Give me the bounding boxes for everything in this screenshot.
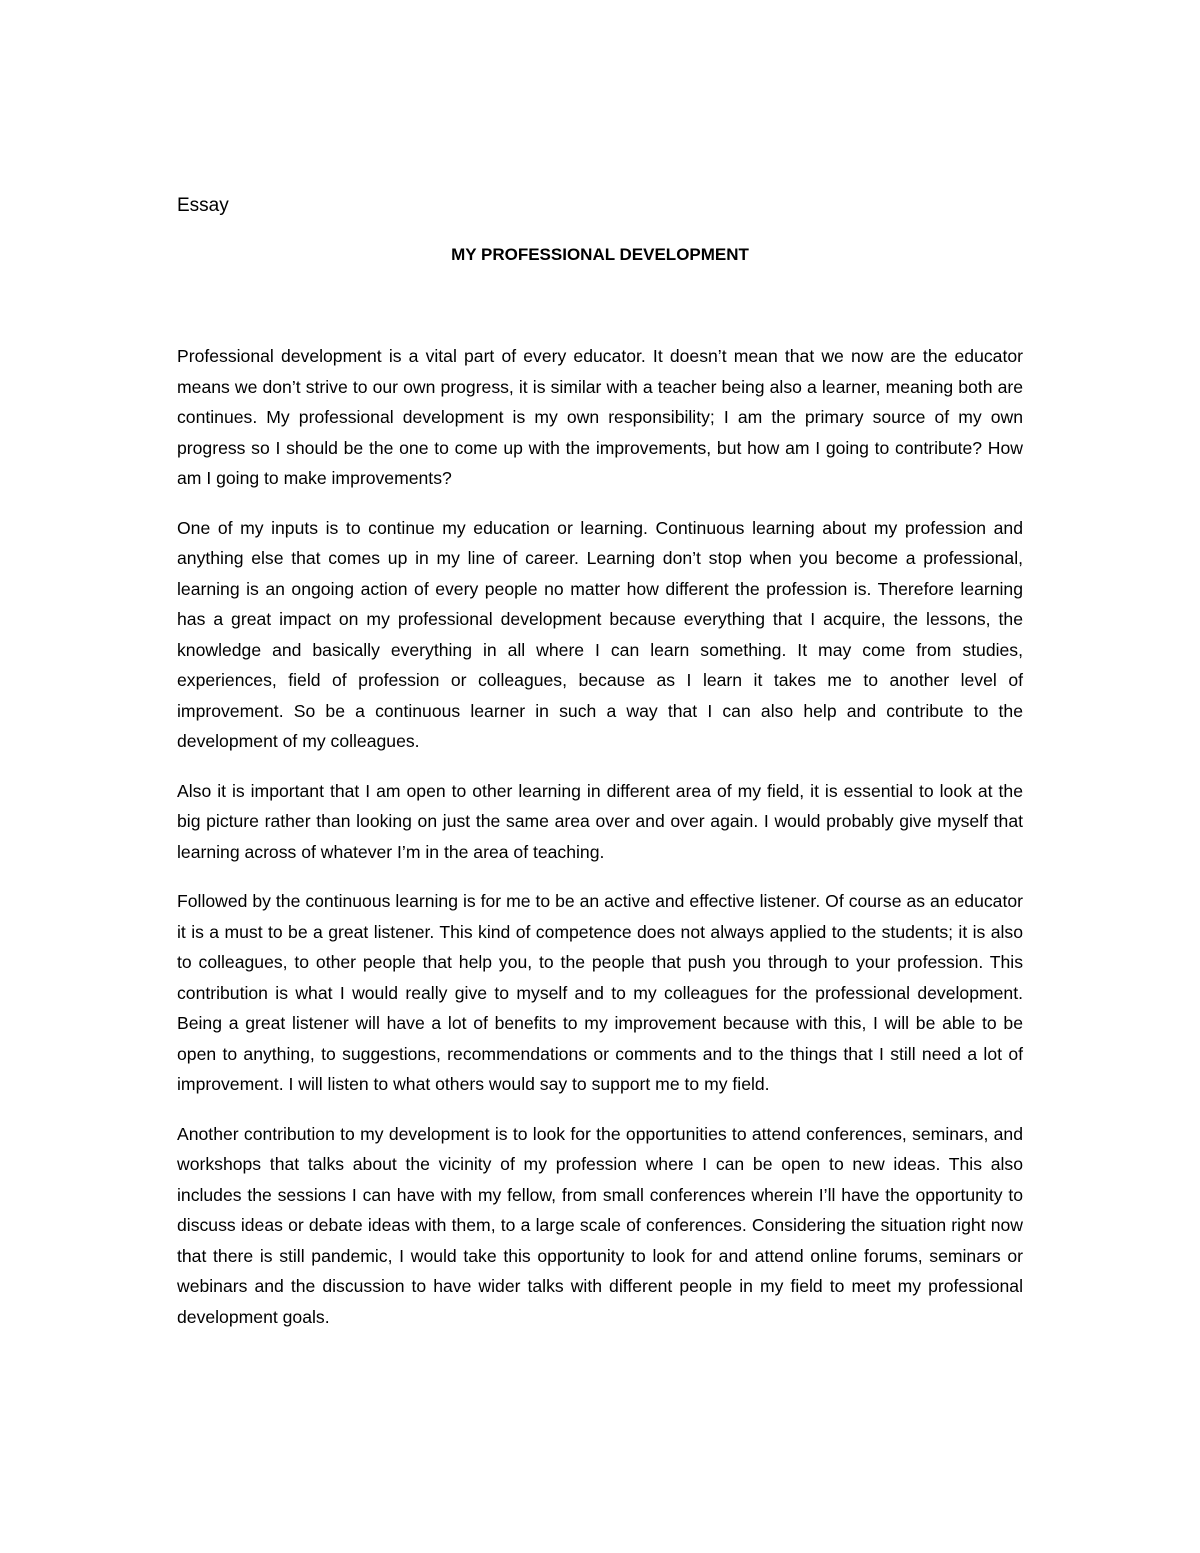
- essay-title: MY PROFESSIONAL DEVELOPMENT: [451, 245, 749, 264]
- essay-body: [177, 341, 1023, 1351]
- paragraph-5: Another contribution to my development is to look for the opportunities to attend conferences, seminars, and workshops that talks about the vicinity of my profession where I can be open to new ideas. This also includes the sessions I can have with my fellow, from small conferences wherein I’ll have the opportunity to discuss ideas or debate ideas with them, to a large scale of conferences. Considering the situation right now that there is still pandemic, I would take this opportunity to look for and attend online forums, seminars or webinars and the discussion to have wider talks with different people in my field to meet my professional development goals.: [177, 1123, 1023, 1327]
- paragraph-1: Professional development is a vital part of every educator. It doesn’t mean that we now are the educator means we don’t strive to our own progress, it is similar with a teacher being also a learner, meaning both are continues. My professional development is my own responsibility; I am the primary source of my own progress so I should be the one to come up with the improvements, but how am I going to contribute? How am I going to make improvements?: [177, 346, 1023, 488]
- document-label: Essay: [177, 195, 229, 216]
- paragraph-3: Also it is important that I am open to other learning in different area of my field, it is essential to look at the big picture rather than looking on just the same area over and over again. I would probably give myself that learning across of whatever I’m in the area of teaching.: [177, 780, 1023, 862]
- paragraph-2: One of my inputs is to continue my education or learning. Continuous learning about my profession and anything else that comes up in my line of career. Learning don’t stop when you become a professional, learning is an ongoing action of every people no matter how different the profession is. Therefore learning has a great impact on my professional development because everything that I acquire, the lessons, the knowledge and basically everything in all where I can learn something. It may come from studies, experiences, field of profession or colleagues, because as I learn it takes me to another level of improvement. So be a continuous learner in such a way that I can also help and contribute to the development of my colleagues.: [177, 517, 1023, 751]
- paragraph-4: Followed by the continuous learning is for me to be an active and effective listener. Of course as an educator it is a must to be a great listener. This kind of competence does not always applied to the students; it is also to colleagues, to other people that help you, to the people that push you through to your profession. This contribution is what I would really give to myself and to my colleagues for the professional development. Being a great listener will have a lot of benefits to my improvement because with this, I will be able to be open to anything, to suggestions, recommendations or comments and to the things that I still need a lot of improvement. I will listen to what others would say to support me to my field.: [177, 891, 1023, 1094]
